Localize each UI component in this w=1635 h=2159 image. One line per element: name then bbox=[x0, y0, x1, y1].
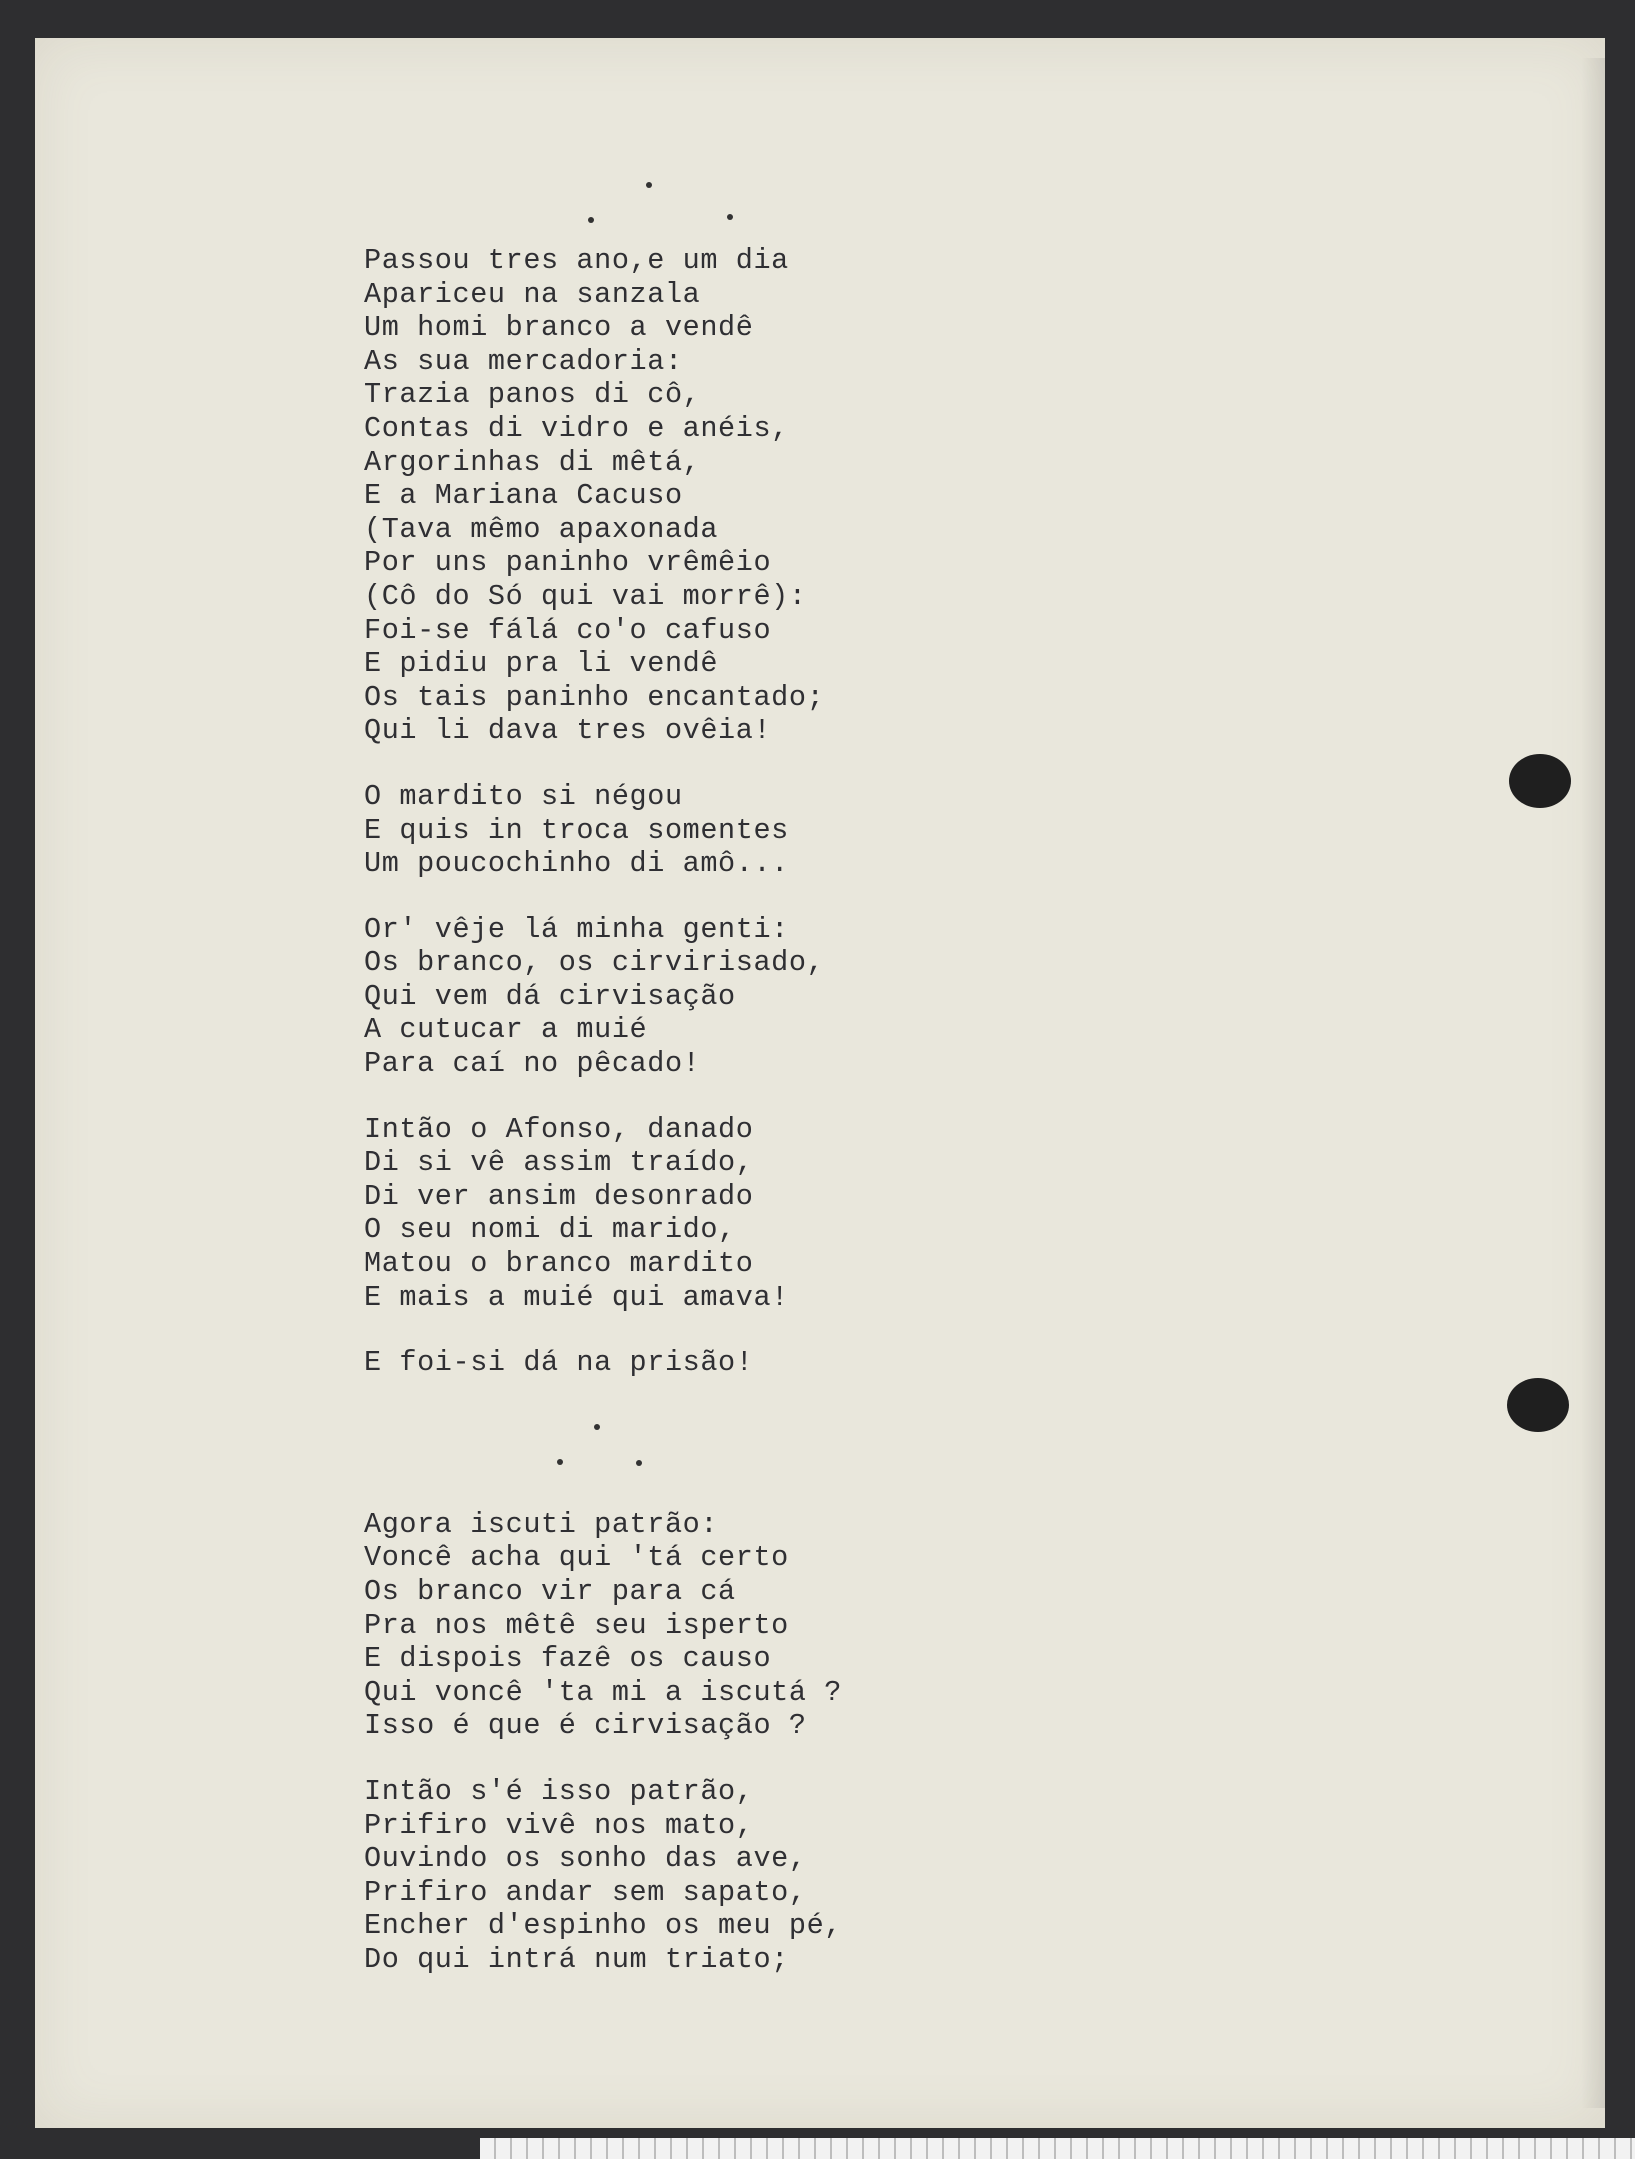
poem-line: Um homi branco a vendê bbox=[364, 311, 754, 345]
poem-line: Passou tres ano,e um dia bbox=[364, 244, 789, 277]
poem-line: Agora iscuti patrão: bbox=[364, 1507, 719, 1541]
divider-dot bbox=[727, 214, 733, 220]
poem-line: E a Mariana Cacuso bbox=[364, 479, 683, 513]
poem-line: Apariceu na sanzala bbox=[364, 277, 701, 311]
page-edge-shadow bbox=[1581, 58, 1605, 2108]
poem-line: As sua mercadoria: bbox=[364, 344, 683, 378]
poem-line: Qui vem dá cirvisação bbox=[364, 979, 736, 1013]
poem-line: Contas di vidro e anéis, bbox=[364, 411, 789, 445]
stanza bbox=[364, 780, 1084, 881]
poem-line: A cutucar a muié bbox=[364, 1013, 648, 1047]
poem-line: E foi-si dá na prisão! bbox=[364, 1346, 754, 1380]
stanza bbox=[364, 1113, 1084, 1315]
poem-line: Prifiro andar sem sapato, bbox=[364, 1875, 807, 1909]
poem-line: Qui voncê 'ta mi a iscutá ? bbox=[364, 1675, 842, 1709]
section-divider-top bbox=[364, 182, 1084, 240]
poem-line: Intão s'é isso patrão, bbox=[364, 1774, 754, 1808]
poem-section-two bbox=[364, 1508, 1084, 1977]
poem-text bbox=[364, 232, 1084, 2009]
divider-dot bbox=[594, 1424, 600, 1430]
poem-line: Isso é que é cirvisação ? bbox=[364, 1709, 807, 1743]
poem-line: Do qui intrá num triato; bbox=[364, 1942, 789, 1976]
poem-line: E dispois fazê os causo bbox=[364, 1642, 772, 1676]
stanza bbox=[364, 1346, 1084, 1380]
divider-dot bbox=[646, 182, 652, 188]
poem-line: Di ver ansim desonrado bbox=[364, 1179, 754, 1213]
poem-line: Trazia panos di cô, bbox=[364, 378, 701, 412]
poem-line: Os branco vir para cá bbox=[364, 1575, 736, 1608]
section-divider-middle bbox=[364, 1410, 1084, 1496]
poem-line: Foi-se fálá co'o cafuso bbox=[364, 613, 772, 647]
poem-line: Voncê acha qui 'tá certo bbox=[364, 1541, 789, 1575]
poem-line: Qui li dava tres ovêia! bbox=[364, 714, 772, 748]
punch-hole-lower bbox=[1507, 1378, 1569, 1432]
poem-line: Matou o branco mardito bbox=[364, 1247, 754, 1281]
divider-dot bbox=[557, 1459, 563, 1465]
stanza bbox=[364, 913, 1084, 1081]
stanza bbox=[364, 1775, 1084, 1977]
poem-line: Prifiro vivê nos mato, bbox=[364, 1808, 754, 1842]
poem-line: Argorinhas di mêtá, bbox=[364, 445, 701, 479]
poem-line: Os tais paninho encantado; bbox=[364, 680, 825, 714]
poem-line: Or' vêje lá minha genti: bbox=[364, 912, 789, 946]
divider-dot bbox=[588, 217, 594, 223]
punch-hole-upper bbox=[1509, 754, 1571, 808]
poem-line: E quis in troca somentes bbox=[364, 813, 789, 847]
poem-line: Di si vê assim traído, bbox=[364, 1146, 754, 1180]
stanza bbox=[364, 1508, 1084, 1743]
poem-line: O seu nomi di marido, bbox=[364, 1213, 736, 1247]
divider-dot bbox=[636, 1460, 642, 1466]
poem-line: E pidiu pra li vendê bbox=[364, 647, 719, 681]
poem-line: Encher d'espinho os meu pé, bbox=[364, 1909, 842, 1943]
poem-line: Pra nos mêtê seu isperto bbox=[364, 1608, 789, 1642]
measurement-scale bbox=[480, 2138, 1635, 2159]
poem-line: (Cô do Só qui vai morrê): bbox=[364, 579, 807, 613]
poem-line: Um poucochinho di amô... bbox=[364, 847, 789, 881]
poem-line: Por uns paninho vrêmêio bbox=[364, 546, 772, 580]
poem-line: O mardito si négou bbox=[364, 779, 683, 813]
poem-line: Intão o Afonso, danado bbox=[364, 1112, 754, 1146]
poem-line: (Tava mêmo apaxonada bbox=[364, 512, 719, 546]
stanza bbox=[364, 244, 1084, 748]
poem-line: Para caí no pêcado! bbox=[364, 1047, 701, 1081]
poem-line: E mais a muié qui amava! bbox=[364, 1280, 789, 1314]
poem-line: Os branco, os cirvirisado, bbox=[364, 946, 825, 980]
poem-line: Ouvindo os sonho das ave, bbox=[364, 1842, 807, 1876]
poem-section-one bbox=[364, 244, 1084, 1380]
